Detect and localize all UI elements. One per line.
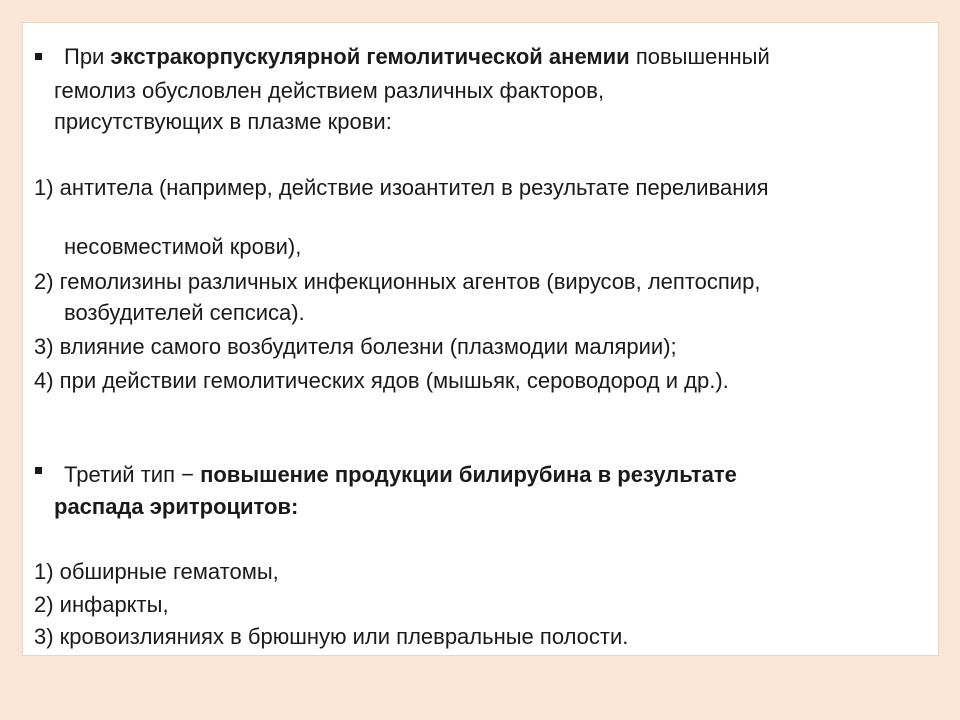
block1-intro-line <box>64 42 770 72</box>
block1-item-4: 4) при действии гемолитических ядов (мышьяк, сероводород и др.). <box>34 368 729 393</box>
bullet-marker-2 <box>35 467 42 474</box>
block2-item-3: 3) кровоизлияниях в брюшную или плевральные полости. <box>34 624 629 649</box>
block2-line-2-bold: распада эритроцитов: <box>54 494 299 519</box>
block1-item-1: 1) антитела (например, действие изоантител в результате переливания <box>34 175 769 200</box>
block2-intro-line <box>64 460 737 490</box>
block2-item-1: 1) обширные гематомы, <box>34 559 279 584</box>
block2-intro-bold: повышение продукции билирубина в результате <box>200 462 737 487</box>
block1-item-3: 3) влияние самого возбудителя болезни (плазмодии малярии); <box>34 334 677 359</box>
block1-item-1-cont: несовместимой крови), <box>64 234 302 259</box>
block1-intro-bold: экстракорпускулярной гемолитической анемии <box>110 44 630 69</box>
block1-line-2: гемолиз обусловлен действием различных факторов, <box>54 78 605 103</box>
block2-intro-prefix: Третий тип − <box>64 462 201 487</box>
bullet-marker-1 <box>35 53 42 60</box>
block2-item-2: 2) инфаркты, <box>34 592 169 617</box>
block2-line-2 <box>54 492 298 522</box>
block1-intro-prefix: При <box>64 44 111 69</box>
block1-item-2: 2) гемолизины различных инфекционных агентов (вирусов, лептоспир, <box>34 269 761 294</box>
block1-item-2-cont: возбудителей сепсиса). <box>64 300 305 325</box>
block1-intro-suffix: повышенный <box>629 44 770 69</box>
block1-line-3: присутствующих в плазме крови: <box>54 109 392 134</box>
